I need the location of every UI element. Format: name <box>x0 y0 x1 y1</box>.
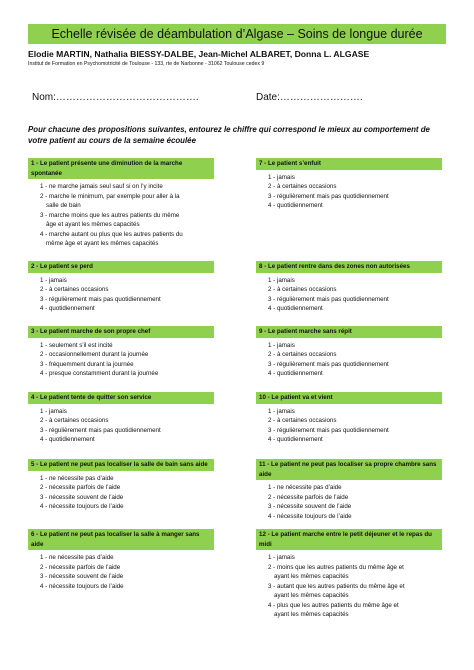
question-title: 6 - Le patient ne peut pas localiser la salle à manger sans aide <box>28 529 214 550</box>
answer-option-text: 2 - marche le minimum, par exemple pour aller à la <box>40 192 180 200</box>
answer-option-continuation: salle de bain <box>46 202 81 209</box>
answer-option-text: 4 - nécessite toujours de l’aide <box>40 582 124 590</box>
answer-option[interactable] <box>40 582 214 592</box>
answer-option[interactable] <box>268 582 442 601</box>
answer-option-text: 3 - autant que les autres patients du même âge et <box>268 582 405 590</box>
document-title: Echelle révisée de déambulation d’Algase – Soins de longue durée <box>28 24 446 44</box>
answer-option[interactable] <box>40 369 214 379</box>
answer-option[interactable] <box>268 512 442 522</box>
answer-option-text: 3 - régulièrement mais pas quotidiennement <box>268 295 389 303</box>
question-card <box>256 261 442 314</box>
answer-option[interactable] <box>268 435 442 445</box>
answer-option-text: 1 - ne nécessite pas d’aide <box>40 474 114 482</box>
answer-option-text: 3 - fréquemment durant la journée <box>40 360 134 368</box>
answer-option[interactable] <box>268 563 442 582</box>
answer-option[interactable] <box>40 483 214 493</box>
answer-option[interactable] <box>40 502 214 512</box>
answer-option[interactable] <box>268 369 442 379</box>
answer-option[interactable] <box>40 553 214 563</box>
answer-option[interactable] <box>40 295 214 305</box>
answer-option[interactable] <box>268 173 442 183</box>
answer-option[interactable] <box>268 350 442 360</box>
answer-option[interactable] <box>268 416 442 426</box>
answer-option[interactable] <box>40 285 214 295</box>
answer-option[interactable] <box>268 426 442 436</box>
answer-option-text: 1 - jamais <box>268 341 295 349</box>
answer-option[interactable] <box>268 407 442 417</box>
answer-option[interactable] <box>40 416 214 426</box>
question-card <box>256 529 442 620</box>
answer-option-text: 4 - nécessite toujours de l’aide <box>40 503 124 510</box>
answer-option-text: 2 - à certaines occasions <box>268 286 337 293</box>
date-field[interactable]: Date:……………………. <box>256 92 363 103</box>
answer-option-text: 2 - nécessite parfois de l’aide <box>40 563 121 571</box>
answer-option[interactable] <box>268 553 442 563</box>
question-title: 1 - Le patient présente une diminution de la marche spontanée <box>28 158 214 179</box>
question-title: 2 - Le patient se perd <box>28 261 214 273</box>
question-card <box>256 326 442 379</box>
answer-options <box>28 338 214 379</box>
answer-options <box>256 170 442 211</box>
answer-option[interactable] <box>40 192 214 211</box>
answer-option[interactable] <box>268 304 442 314</box>
answer-option-text: 3 - régulièrement mais pas quotidiennement <box>268 192 389 200</box>
answer-option-text: 3 - régulièrement mais pas quotidiennement <box>40 295 161 303</box>
answer-option[interactable] <box>268 493 442 503</box>
answer-option[interactable] <box>40 182 214 192</box>
answer-option-continuation: même âge et ayant les mêmes capacités <box>46 240 159 247</box>
answer-option[interactable] <box>40 493 214 503</box>
answer-option-text: 4 - quotidiennement <box>40 436 95 443</box>
answer-option-text: 2 - nécessite parfois de l’aide <box>268 493 349 501</box>
answer-option[interactable] <box>40 350 214 360</box>
answer-option[interactable] <box>40 230 214 249</box>
answer-option-text: 2 - à certaines occasions <box>40 417 109 424</box>
answer-option-text: 4 - quotidiennement <box>268 305 323 312</box>
answer-option[interactable] <box>40 563 214 573</box>
authors: Elodie MARTIN, Nathalia BIESSY-DALBE, Jean-Michel ALBARET, Donna L. ALGASE <box>28 49 370 59</box>
answer-option-text: 1 - ne nécessite pas d’aide <box>40 554 114 561</box>
answer-options <box>28 404 214 445</box>
answer-option[interactable] <box>40 360 214 370</box>
answer-option-text: 3 - nécessite souvent de l’aide <box>40 573 124 580</box>
question-card <box>256 459 442 521</box>
answer-option-continuation: ayant les mêmes capacités <box>274 592 349 599</box>
question-card <box>256 392 442 445</box>
answer-option-text: 4 - quotidiennement <box>268 370 323 377</box>
answer-option-text: 2 - à certaines occasions <box>268 351 337 358</box>
answer-options <box>256 404 442 445</box>
answer-options <box>256 338 442 379</box>
question-title: 7 - Le patient s’enfuit <box>256 158 442 170</box>
answer-options <box>28 550 214 591</box>
answer-option[interactable] <box>268 285 442 295</box>
answer-option-text: 4 - marche autant ou plus que les autres patients du <box>40 230 183 238</box>
answer-option[interactable] <box>40 276 214 286</box>
question-card <box>28 459 214 512</box>
answer-option-text: 4 - quotidiennement <box>40 305 95 312</box>
question-title: 5 - Le patient ne peut pas localiser la salle de bain sans aide <box>28 459 214 471</box>
answer-option-text: 2 - à certaines occasions <box>268 183 337 190</box>
answer-option[interactable] <box>40 407 214 417</box>
answer-option-text: 1 - jamais <box>40 407 67 415</box>
answer-option[interactable] <box>268 192 442 202</box>
answer-option-text: 1 - jamais <box>268 276 295 284</box>
question-title: 9 - Le patient marche sans répit <box>256 326 442 338</box>
question-title: 10 - Le patient va et vient <box>256 392 442 404</box>
answer-option-text: 1 - ne nécessite pas d’aide <box>268 484 342 491</box>
answer-option-text: 2 - nécessite parfois de l’aide <box>40 484 121 491</box>
question-card <box>256 158 442 211</box>
answer-option-text: 3 - nécessite souvent de l’aide <box>268 503 352 510</box>
answer-option[interactable] <box>268 341 442 351</box>
answer-option-text: 2 - moins que les autres patients du même âge et <box>268 563 404 571</box>
answer-options <box>28 273 214 314</box>
answer-option-continuation: ayant les mêmes capacités <box>274 573 349 580</box>
answer-option[interactable] <box>268 276 442 286</box>
answer-option-text: 2 - occasionnellement durant la journée <box>40 351 149 358</box>
answer-option-text: 1 - jamais <box>268 407 295 415</box>
question-title: 4 - Le patient tente de quitter son service <box>28 392 214 404</box>
institute-address: Institut de Formation en Psychomotricité de Toulouse - 133, rte de Narbonne - 31062 Toulouse cedex 9 <box>28 61 265 67</box>
answer-option-continuation: ayant les mêmes capacités <box>274 611 349 618</box>
answer-option-text: 4 - quotidiennement <box>268 436 323 443</box>
answer-option[interactable] <box>268 201 442 211</box>
answer-option-text: 1 - jamais <box>268 173 295 181</box>
answer-option-text: 4 - presque constamment durant la journée <box>40 370 159 377</box>
answer-option-continuation: âge et ayant les mêmes capacités <box>46 221 140 228</box>
question-title: 3 - Le patient marche de son propre chef <box>28 326 214 338</box>
answer-options <box>256 480 442 521</box>
answer-option-text: 1 - jamais <box>40 276 67 284</box>
answer-option-text: 4 - plus que les autres patients du même âge et <box>268 601 399 609</box>
question-title: 8 - Le patient rentre dans des zones non autorisées <box>256 261 442 273</box>
answer-option[interactable] <box>268 360 442 370</box>
answer-option-text: 4 - quotidiennement <box>268 202 323 209</box>
answer-option[interactable] <box>40 474 214 484</box>
answer-option[interactable] <box>268 483 442 493</box>
answer-option[interactable] <box>40 572 214 582</box>
answer-option-text: 1 - seulement s’il est incité <box>40 341 113 349</box>
question-card <box>28 261 214 314</box>
answer-option-text: 3 - nécessite souvent de l’aide <box>40 493 124 501</box>
answer-options <box>256 273 442 314</box>
name-field[interactable]: Nom:……………………………………. <box>32 92 199 103</box>
answer-option-text: 3 - régulièrement mais pas quotidiennement <box>268 426 389 434</box>
answer-option-text: 2 - à certaines occasions <box>268 417 337 424</box>
question-card <box>28 326 214 379</box>
answer-option-text: 3 - marche moins que les autres patients du même <box>40 211 180 219</box>
instructions: Pour chacune des propositions suivantes, entourez le chiffre qui correspond le mieux au comportement de votre patient au cours de la semaine écoulée <box>28 125 430 145</box>
answer-option-text: 1 - jamais <box>268 554 295 561</box>
answer-option[interactable] <box>40 426 214 436</box>
answer-option[interactable] <box>268 502 442 512</box>
answer-option-text: 4 - nécessite toujours de l’aide <box>268 512 352 520</box>
answer-option[interactable] <box>40 211 214 230</box>
answer-option[interactable] <box>40 341 214 351</box>
answer-option-text: 3 - régulièrement mais pas quotidiennement <box>268 360 389 368</box>
answer-option[interactable] <box>40 435 214 445</box>
question-card <box>28 529 214 591</box>
question-title: 12 - Le patient marche entre le petit déjeuner et le repas du midi <box>256 529 442 550</box>
answer-option[interactable] <box>40 304 214 314</box>
answer-option[interactable] <box>268 601 442 620</box>
answer-option[interactable] <box>268 295 442 305</box>
answer-option-text: 1 - ne marche jamais seul sauf si on l’y incite <box>40 183 163 190</box>
answer-options <box>28 179 214 249</box>
question-card <box>28 392 214 445</box>
question-title: 11 - Le patient ne peut pas localiser sa propre chambre sans aide <box>256 459 442 480</box>
answer-options <box>28 471 214 512</box>
question-card <box>28 158 214 249</box>
answer-option-text: 2 - à certaines occasions <box>40 286 109 293</box>
answer-options <box>256 550 442 620</box>
answer-option-text: 3 - régulièrement mais pas quotidiennement <box>40 426 161 434</box>
answer-option[interactable] <box>268 182 442 192</box>
